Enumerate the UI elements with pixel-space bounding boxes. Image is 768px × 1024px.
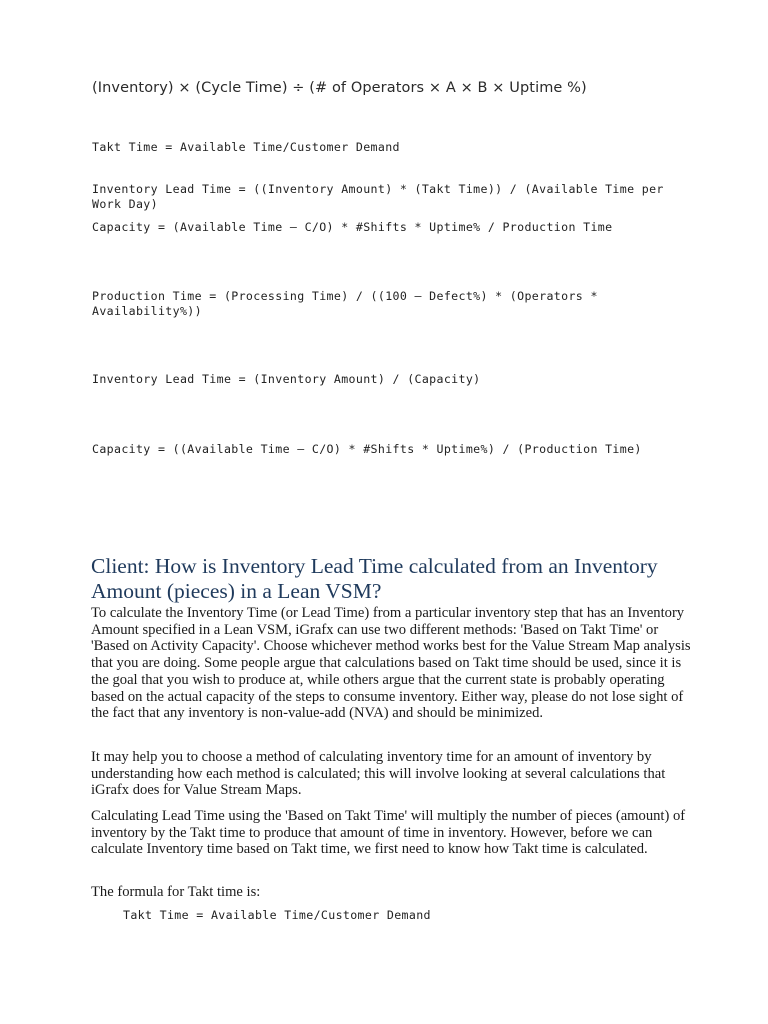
paragraph-choose-method: It may help you to choose a method of calculating inventory time for an amount of inventory by understanding how each method is calculated; this will involve looking at several calculations that iGrafx does for Value Stream Maps.	[91, 749, 666, 799]
cycle-time-formula: (Inventory) × (Cycle Time) ÷ (# of Operators × A × B × Uptime %)	[92, 80, 587, 96]
paragraph-methods: To calculate the Inventory Time (or Lead Time) from a particular inventory step that has an Inventory Amount specified in a Lean VSM, iGrafx can use two different methods: 'Based on Takt Time' or 'Based on Activity Capacity'. Choose whichever method works best for the Value Stream Map analysis that you are doing. Some people argue that calculations based on Takt time should be used, since it is the goal that you wish to produce at, while others argue that the current state is probably operating based on the actual capacity of the steps to consume inventory. Either way, please do not lose sight of the fact that any inventory is non-value-add (NVA) and should be minimized.	[91, 605, 691, 722]
paragraph-takt-lead-time: Calculating Lead Time using the 'Based on Takt Time' will multiply the number of pieces (amount) of inventory by the Takt time to produce that amount of time in inventory. However, before we can calculate Inventory time based on Takt time, we first need to know how Takt time is calculated.	[91, 808, 686, 858]
article-heading: Client: How is Inventory Lead Time calculated from an Inventory Amount (pieces) in a Lean VSM?	[91, 554, 658, 603]
takt-time-formula: Takt Time = Available Time/Customer Demand	[92, 140, 400, 154]
takt-time-formula-indented: Takt Time = Available Time/Customer Demand	[123, 908, 431, 922]
capacity-formula-1: Capacity = (Available Time – C/O) * #Shifts * Uptime% / Production Time	[92, 220, 613, 234]
capacity-formula-2: Capacity = ((Available Time – C/O) * #Shifts * Uptime%) / (Production Time)	[92, 442, 642, 456]
inventory-lead-time-formula-2: Inventory Lead Time = (Inventory Amount) / (Capacity)	[92, 372, 481, 386]
production-time-formula: Production Time = (Processing Time) / ((100 – Defect%) * (Operators * Availability%))	[92, 289, 606, 318]
paragraph-takt-formula-intro: The formula for Takt time is:	[91, 884, 261, 900]
inventory-lead-time-formula-1: Inventory Lead Time = ((Inventory Amount) * (Takt Time)) / (Available Time per Work Day)	[92, 182, 672, 211]
